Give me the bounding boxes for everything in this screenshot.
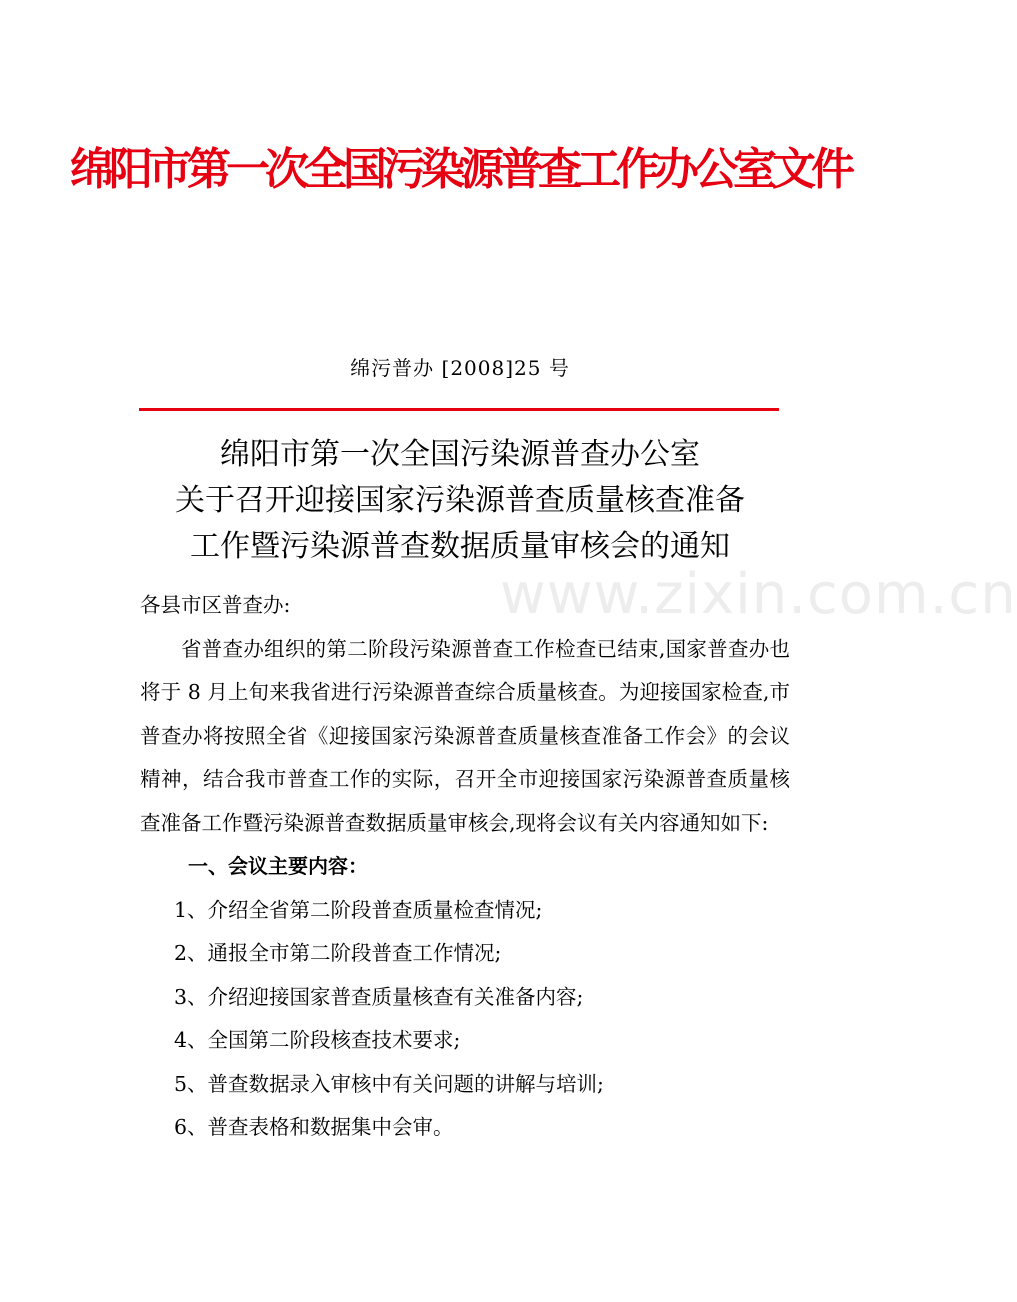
document-body [140,584,790,1150]
section-heading: 一、会议主要内容： [188,854,368,878]
notice-title-line-1: 绵阳市第一次全国污染源普查办公室 [220,437,700,472]
notice-title-line-3: 工作暨污染源普查数据质量审核会的通知 [190,529,730,564]
list-item: 3、介绍迎接国家普查质量核查有关准备内容; [174,984,584,1009]
document-header-title: 绵阳市第一次全国污染源普查工作办公室文件 [70,144,850,195]
list-item: 5、普查数据录入审核中有关问题的讲解与培训; [174,1071,604,1096]
watermark: www.zixin.com.cn [500,562,1017,627]
list-item: 2、通报全市第二阶段普查工作情况; [174,941,502,965]
list-item: 1、介绍全省第二阶段普查质量检查情况; [174,897,543,922]
notice-title-line-2: 关于召开迎接国家污染源普查质量核查准备 [175,483,745,518]
salutation: 各县市区普查办: [140,593,291,617]
red-divider-line [139,408,779,411]
notice-title [0,432,920,570]
list-item: 4、全国第二阶段核查技术要求; [174,1028,461,1052]
document-number: 绵污普办 [2008]25 号 [350,356,570,380]
intro-paragraph: 省普查办组织的第二阶段污染源普查工作检查已结束,国家普查办也将于 8 月上旬来我省进行污染源普查综合质量核查。为迎接国家检查,市普查办将按照全省《迎接国家污染源普查质量核查准备工作会》的会议精神，结合我市普查工作的实际，召开全市迎接国家污染源普查质量核查准备工作暨污染源普查数据质量审核会,现将会议有关内容通知如下: [140,636,790,835]
list-item: 6、普查表格和数据集中会审。 [174,1115,454,1139]
